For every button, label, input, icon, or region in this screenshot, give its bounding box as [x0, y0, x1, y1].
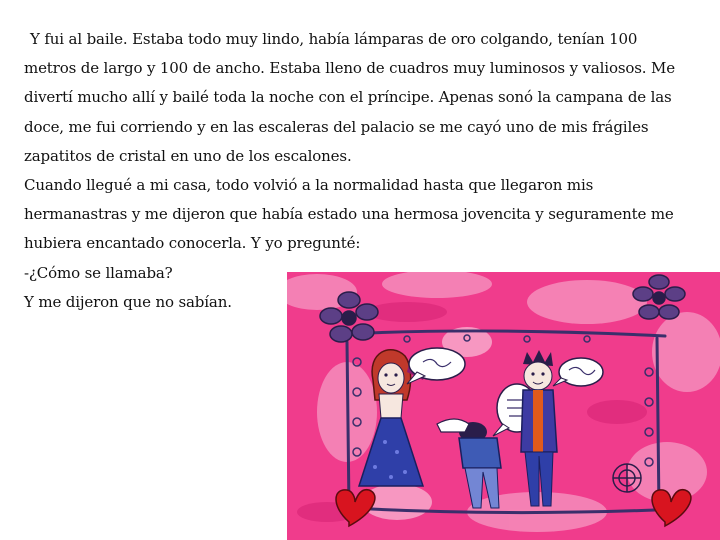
flower-bottom-right-outline — [613, 464, 641, 492]
girl-bodice — [379, 394, 403, 418]
girl-face — [378, 363, 404, 393]
story-paragraph-2: Cuando llegué a mi casa, todo volvió a la normalidad hasta que llegaron mis hermanastras y me dijeron que había estado una hermosa jovencita y seguramente me hubiera encantado conocerla. Y yo pregunté: — [24, 176, 674, 253]
story-paragraph-1: Y fui al baile. Estaba todo muy lindo, había lámparas de oro colgando, tenían 100 metros de largo y 100 de ancho. Estaba lleno de cuadros muy luminosos y valiosos. Me divertí mucho allí y bailé toda la noche con el príncipe. Apenas sonó la campana de las doce, me fui corriendo y en las escaleras del palacio se me cayó uno de mis frágiles zapatitos de cristal en uno de los escalones. — [24, 30, 675, 165]
prince-face — [524, 362, 552, 390]
kneeling-figure-body — [459, 438, 501, 468]
prince-vest — [533, 390, 543, 452]
childrens-drawing-illustration — [287, 272, 720, 540]
story-paragraph-3: -¿Cómo se llamaba? — [24, 263, 173, 282]
story-paragraph-4: Y me dijeron que no sabían. — [24, 292, 232, 311]
